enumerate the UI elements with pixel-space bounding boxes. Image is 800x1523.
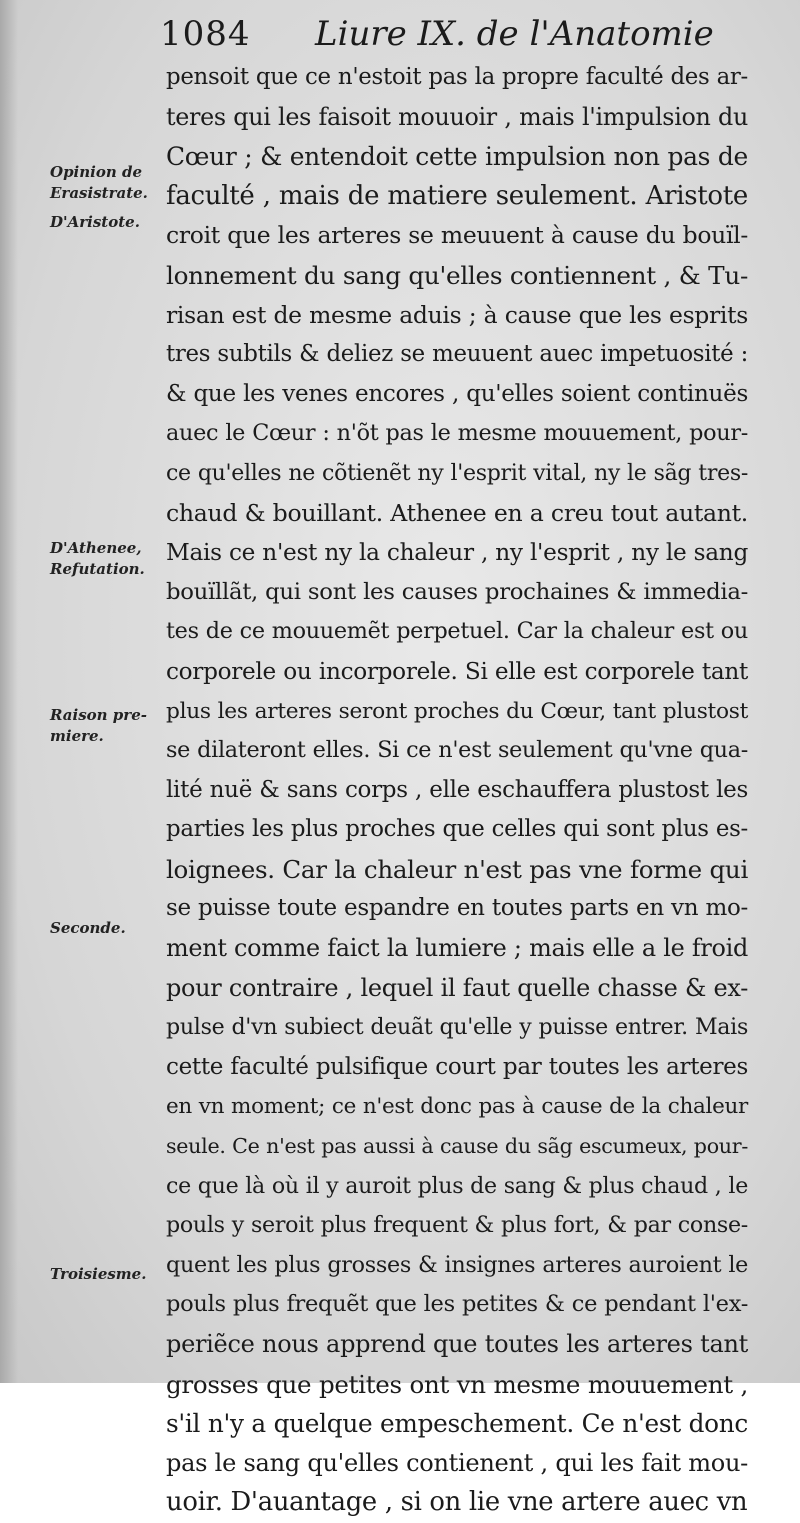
- text-line: pouls plus frequẽt que les petites & ce pendant l'ex-: [166, 1291, 748, 1318]
- margin-note-line: Troisiesme.: [50, 1265, 147, 1283]
- text-line: ce que là où il y auroit plus de sang & plus chaud , le: [166, 1172, 748, 1199]
- text-line: quent les plus grosses & insignes arteres auroient le: [166, 1251, 748, 1278]
- margin-note-line: D'Aristote.: [50, 213, 140, 231]
- text-line: ce qu'elles ne cõtienẽt ny l'esprit vital, ny le sãg tres-: [166, 460, 748, 486]
- text-line: uoir. D'auantage , si on lie vne artere auec vn: [166, 1487, 748, 1518]
- text-line: periẽce nous apprend que toutes les arteres tant: [166, 1330, 748, 1358]
- margin-note-line: Raison pre-: [50, 706, 147, 724]
- margin-note-line: miere.: [50, 727, 104, 745]
- text-line: pouls y seroit plus frequent & plus fort, & par conse-: [166, 1212, 748, 1239]
- text-line: plus les arteres seront proches du Cœur, tant plustost: [166, 698, 748, 724]
- margin-note-aristote: [50, 212, 158, 233]
- text-line: chaud & bouillant. Athenee en a creu tout autant.: [166, 498, 748, 527]
- text-line: tres subtils & deliez se meuuent auec impetuosité :: [166, 341, 748, 368]
- margin-note-raison-premiere: [50, 705, 158, 747]
- margin-note-line: Opinion de: [50, 163, 143, 181]
- text-line: tes de ce mouuemẽt perpetuel. Car la chaleur est ou: [166, 618, 748, 645]
- text-line: grosses que petites ont vn mesme mouuement ,: [166, 1369, 748, 1399]
- text-line: bouïllãt, qui sont les causes prochaines & immedia-: [166, 578, 748, 605]
- margin-notes: [0, 0, 160, 1383]
- text-line: parties les plus proches que celles qui sont plus es-: [166, 816, 748, 843]
- text-line: ment comme faict la lumiere ; mais elle a le froid: [166, 934, 748, 963]
- text-line: seule. Ce n'est pas aussi à cause du sãg escumeux, pour-: [166, 1134, 748, 1159]
- text-line: pour contraire , lequel il faut quelle chasse & ex-: [166, 973, 748, 1002]
- margin-note-troisiesme: [50, 1264, 158, 1285]
- text-line: se dilateront elles. Si ce n'est seulement qu'vne qua-: [166, 737, 748, 764]
- text-line: lonnement du sang qu'elles contiennent , & Tu-: [166, 260, 748, 290]
- text-line: corporele ou incorporele. Si elle est corporele tant: [166, 657, 748, 685]
- running-title: Liure IX. de l'Anatomie: [315, 14, 714, 54]
- text-line: teres qui les faisoit mouuoir , mais l'impulsion du: [166, 102, 748, 131]
- text-line: pas le sang qu'elles contienent , qui les fait mou-: [166, 1448, 748, 1477]
- text-line: en vn moment; ce n'est donc pas à cause de la chaleur: [166, 1094, 748, 1120]
- text-line: lité nuë & sans corps , elle eschauffera plustost les: [166, 776, 748, 803]
- body-text: [166, 58, 748, 1523]
- margin-note-athenee: [50, 538, 158, 580]
- text-line: croit que les arteres se meuuent à cause du bouïl-: [166, 221, 748, 250]
- text-line: loignees. Car la chaleur n'est pas vne forme qui: [166, 854, 748, 884]
- margin-note-line: Erasistrate.: [50, 184, 148, 202]
- margin-note-line: Seconde.: [50, 919, 126, 937]
- text-line: pensoit que ce n'estoit pas la propre faculté des ar-: [166, 64, 748, 90]
- text-line: se puisse toute espandre en toutes parts en vn mo-: [166, 895, 748, 922]
- text-line: Mais ce n'est ny la chaleur , ny l'esprit , ny le sang: [166, 539, 748, 567]
- text-line: pulse d'vn subiect deuãt qu'elle y puisse entrer. Mais: [166, 1014, 748, 1041]
- margin-note-line: D'Athenee,: [50, 539, 142, 557]
- margin-note-opinion-erasistrate: [50, 162, 158, 204]
- margin-note-line: Refutation.: [50, 560, 145, 578]
- text-line: s'il n'y a quelque empeschement. Ce n'est donc: [166, 1409, 748, 1439]
- text-line: auec le Cœur : n'õt pas le mesme mouuement, pour-: [166, 420, 748, 447]
- text-line: & que les venes encores , qu'elles soient continuës: [166, 380, 748, 407]
- text-line: faculté , mais de matiere seulement. Aristote: [166, 180, 748, 211]
- text-line: cette faculté pulsifique court par toutes les arteres: [166, 1053, 748, 1080]
- margin-note-seconde: [50, 918, 158, 939]
- page-header: [160, 14, 770, 58]
- text-line: Cœur ; & entendoit cette impulsion non pas de: [166, 142, 748, 172]
- page-number: 1084: [160, 14, 251, 54]
- text-line: risan est de mesme aduis ; à cause que les esprits: [166, 300, 748, 329]
